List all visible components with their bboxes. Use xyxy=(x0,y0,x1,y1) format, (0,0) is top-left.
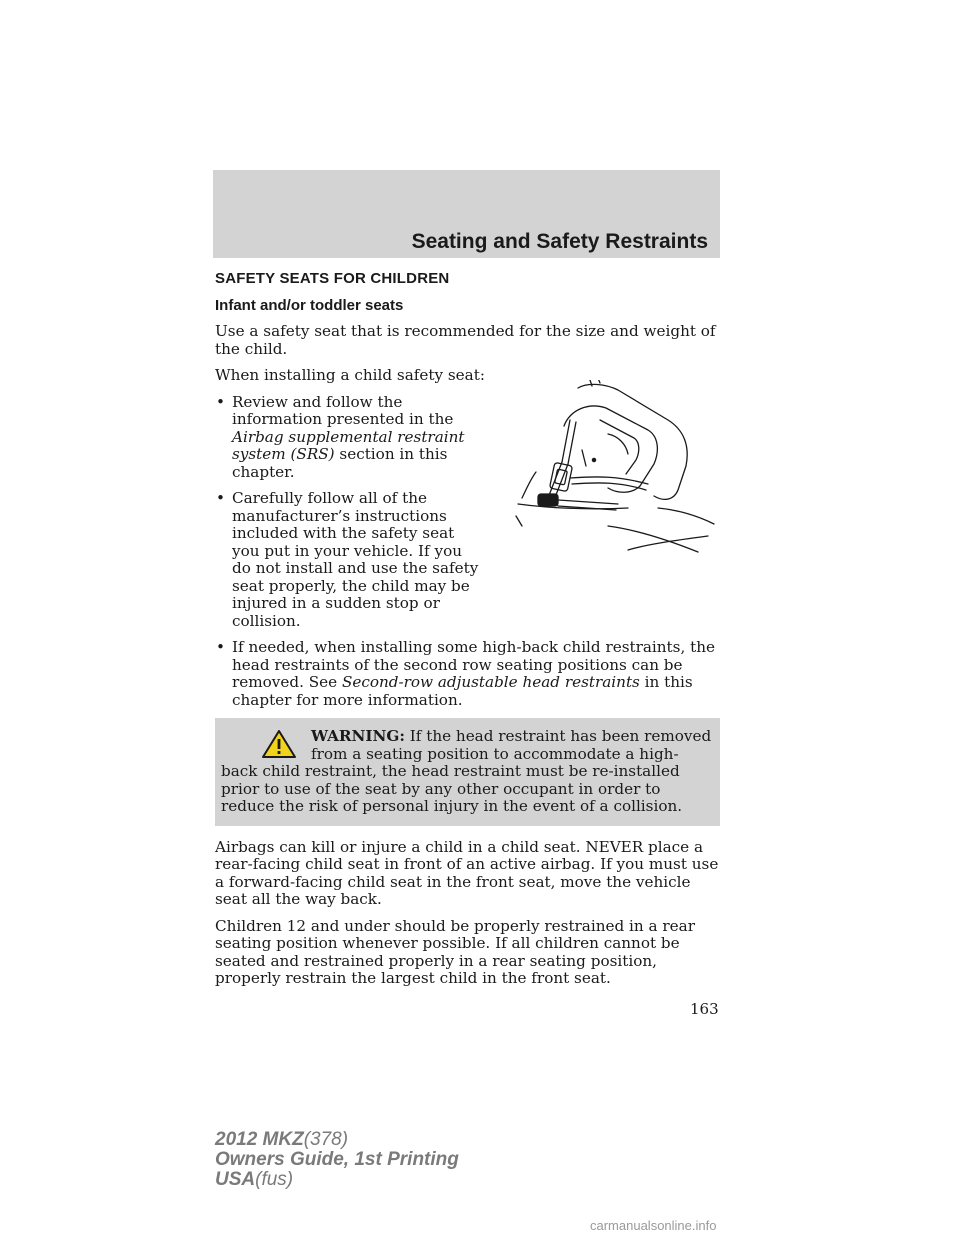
section-title: Seating and Safety Restraints xyxy=(411,230,708,253)
watermark-text: carmanualsonline.info xyxy=(590,1218,717,1233)
bullet1-post: section in this chapter. xyxy=(232,445,448,481)
bullet-dot: • xyxy=(216,392,225,411)
warning-box xyxy=(215,718,720,826)
footer-market: USA xyxy=(215,1169,256,1190)
head-restraints-reference: Second-row adjustable head restraints xyxy=(341,673,640,691)
bullet3-post: in this chapter for more information. xyxy=(232,673,693,709)
sub-heading: Infant and/or toddler seats xyxy=(215,296,404,314)
bullet-item xyxy=(215,490,482,630)
bullet1-pre: Review and follow the information presented in the xyxy=(232,392,454,428)
bullet-dot: • xyxy=(216,489,225,507)
section-header-band xyxy=(213,170,720,258)
srs-reference: Airbag supplemental restraint system (SRS) xyxy=(232,427,465,463)
bullet-item xyxy=(215,394,482,482)
footer-market-code: (fus) xyxy=(255,1169,294,1190)
page-number: 163 xyxy=(690,1000,719,1018)
document-footer xyxy=(215,1130,459,1190)
bullet-dot: • xyxy=(216,638,225,656)
bullet2-text: Carefully follow all of the manufacturer’s instructions included with the safety seat you put in your vehicle. If you do not install and use the safety seat properly, the child may be injured in a sudden stop or collision. xyxy=(232,489,479,630)
child-seat-belt-illustration xyxy=(508,380,720,555)
footer-guide: Owners Guide, 1st Printing xyxy=(215,1149,459,1170)
installing-lead: When installing a child safety seat: xyxy=(215,366,485,384)
warning-label: WARNING: xyxy=(311,727,405,745)
airbags-paragraph: Airbags can kill or injure a child in a child seat. NEVER place a rear-facing child seat in front of an active airbag. If you must use a forward-facing child seat in the front seat, move the vehicle seat all the way back. xyxy=(215,837,719,908)
footer-model-code: (378) xyxy=(303,1129,349,1150)
footer-model: 2012 MKZ xyxy=(215,1129,304,1150)
intro-paragraph: Use a safety seat that is recommended for the size and weight of the child. xyxy=(215,322,716,358)
page-heading: SAFETY SEATS FOR CHILDREN xyxy=(215,270,450,287)
bullet-item xyxy=(215,639,720,709)
page-content xyxy=(215,270,720,997)
bullet3-pre: If needed, when installing some high-back child restraints, the head restraints of the second row seating positions can be removed. See xyxy=(232,638,715,691)
children-paragraph: Children 12 and under should be properly restrained in a rear seating position whenever possible. If all children cannot be seated and restrained properly in a rear seating position, properly restrain the largest child in the front seat. xyxy=(215,916,695,987)
warning-triangle-icon xyxy=(261,729,297,759)
warning-text: If the head restraint has been removed from a seating position to accommodate a high-back child restraint, the head restraint must be re-installed prior to use of the seat by any other occupant in order to reduce the risk of personal injury in the event of a collision. xyxy=(221,727,712,815)
